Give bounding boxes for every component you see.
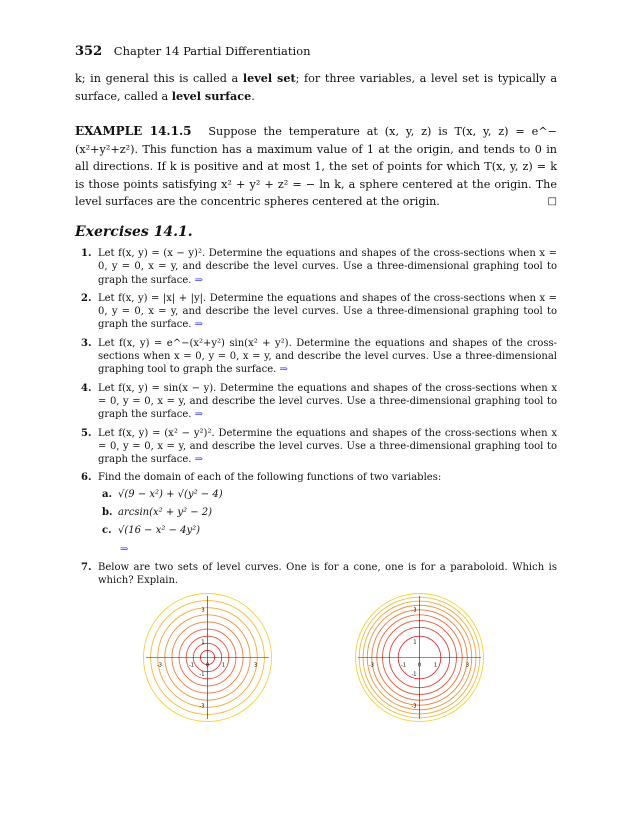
example-label: EXAMPLE 14.1.5 [75,124,192,138]
exercise-text: Let f(x, y) = (x − y)². Determine the equations and shapes of the cross-sections when x = 0, y = 0, x = y, and describe the level curves. Use a three-dimensional graphing tool to graph the surface. [98,248,557,286]
y-tick-label: 3 [413,607,417,614]
chapter-title: Chapter 14 Partial Differentiation [113,44,311,58]
exercise-1 [75,247,557,287]
sub-item-label: b. [102,507,113,519]
exercise-number: 2. [81,292,92,304]
answer-link-arrow[interactable]: ⇒ [279,364,288,376]
exercise-number: 3. [81,337,92,349]
term-level-set: level set [242,71,296,85]
sub-item-expr: √(9 − x²) + √(y² − 4) [118,488,223,500]
level-curves-right [352,590,487,725]
exercise-7 [75,561,557,588]
exercise-number: 5. [81,427,92,439]
x-tick-label: 0 [205,662,210,669]
x-tick-label: -3 [369,662,374,669]
answer-link-arrow[interactable]: ⇒ [120,543,129,555]
exercise-text: Let f(x, y) = |x| + |y|. Determine the equations and shapes of the cross-sections when x = 0, y = 0, x = y, and describe the level curves. Use a three-dimensional graphing tool to graph the surface. [98,292,557,331]
exercise-3 [75,337,557,377]
exercises-title: Exercises 14.1. [75,224,193,240]
exercise-number: 6. [81,472,92,484]
answer-link-arrow[interactable]: ⇒ [194,319,204,331]
answer-link-arrow[interactable]: ⇒ [194,409,204,421]
exercise-text: Below are two sets of level curves. One is for a cone, one is for a paraboloid. Which is which? Explain. [98,561,557,587]
exercise-number: 7. [81,561,92,573]
level-curve-plots [140,590,560,730]
exercise-text: Let f(x, y) = e^−(x²+y²) sin(x² + y²). Determine the equations and shapes of the cross-sections when x = 0, y = 0, x = y, and describe the level curves. Use a three-dimensional graphing tool to graph the surface. [98,337,557,376]
level-curves-right-svg [352,590,487,725]
y-tick-label: -3 [411,703,417,710]
y-tick-label: 1 [201,639,205,646]
x-tick-label: 1 [221,662,226,669]
example-text: Suppose the temperature at (x, y, z) is T(x, y, z) = e^−(x²+y²+z²). This function has a maximum value of 1 at the origin, and tends to 0 in all directions. If k is positive and at most 1, the set of points for which T(x, y, z) = k is those points satisfying x² + y² + z² = − ln k, a sphere centered at the origin. The level surfaces are the concentric spheres centered at the origin. [75,125,557,208]
y-tick-label: -1 [199,671,205,678]
exercise-text: Let f(x, y) = sin(x − y). Determine the equations and shapes of the cross-sections when x = 0, y = 0, x = y, and describe the level curves. Use a three-dimensional graphing tool to graph the surface. [98,382,557,421]
x-tick-label: -1 [189,662,194,669]
level-curves-left-svg [140,590,275,725]
x-tick-label: 3 [465,662,470,669]
intro-text-c: . [251,89,255,103]
page-header [75,44,311,59]
exercise-number: 1. [81,248,92,259]
sub-item-label: a. [102,488,112,500]
x-tick-label: 0 [417,662,422,669]
y-tick-label: 3 [201,607,205,614]
exercise-2 [75,292,557,332]
intro-text-a: k; in general this is called a [75,72,243,85]
intro-text-b: ; for three variables, a level set is typically a surface, called a [75,72,558,103]
y-tick-label: -1 [411,671,417,678]
sub-item-c [98,524,557,537]
x-tick-label: -1 [401,662,406,669]
sub-item-expr: arcsin(x² + y² − 2) [118,507,213,519]
exercise-number: 4. [81,382,92,394]
exercise-4 [75,382,557,422]
x-tick-label: -3 [157,662,162,669]
sub-item-b [98,506,557,519]
level-curves-left [140,590,275,725]
sub-item-label: c. [102,525,112,537]
x-tick-label: 1 [433,662,438,669]
x-tick-label: 3 [253,662,258,669]
answer-link-arrow[interactable]: ⇒ [194,454,204,466]
y-tick-label: -3 [199,703,205,710]
y-tick-label: 1 [413,639,417,646]
term-level-surface: level surface [171,88,252,103]
exercise-text: Find the domain of each of the following functions of two variables: [98,472,442,484]
sub-item-expr: √(16 − x² − 4y²) [118,525,201,537]
qed-icon: □ [547,196,557,207]
answer-link-arrow[interactable]: ⇒ [194,274,204,286]
intro-paragraph [75,70,557,105]
sub-item-list [98,488,557,538]
sub-item-a [98,488,557,501]
exercise-6 [75,471,557,555]
page-number: 352 [75,44,103,59]
exercise-text: Let f(x, y) = (x² − y²)². Determine the equations and shapes of the cross-sections when x = 0, y = 0, x = y, and describe the level curves. Use a three-dimensional graphing tool to graph the surface. [98,427,557,466]
exercise-5 [75,427,557,467]
exercise-list [75,247,557,593]
example-paragraph [75,123,557,211]
